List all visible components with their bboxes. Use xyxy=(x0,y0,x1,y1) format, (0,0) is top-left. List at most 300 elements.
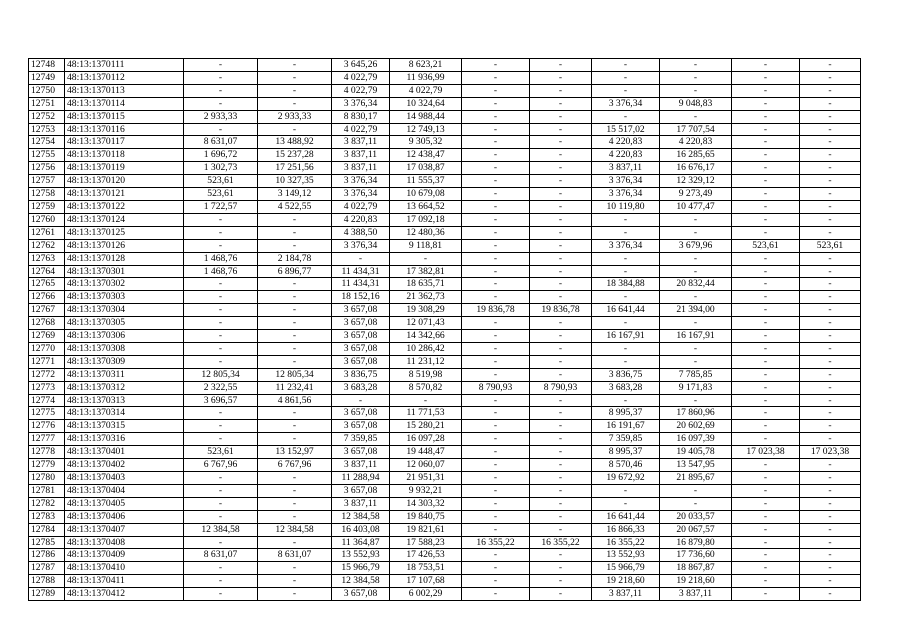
table-row xyxy=(29,188,861,201)
value-cell: - xyxy=(530,200,592,213)
value-cell: - xyxy=(800,265,861,278)
value-cell: 9 273,49 xyxy=(660,188,732,201)
value-cell: - xyxy=(530,59,592,72)
value-cell: 13 547,95 xyxy=(660,459,732,472)
value-cell: 10 119,80 xyxy=(592,200,660,213)
value-cell: - xyxy=(530,459,592,472)
value-cell: 3 376,34 xyxy=(592,239,660,252)
value-cell: - xyxy=(184,239,258,252)
value-cell: - xyxy=(800,407,861,420)
value-cell: 3 657,08 xyxy=(332,330,390,343)
row-number-cell: 12757 xyxy=(29,175,65,188)
value-cell: 3 657,08 xyxy=(332,355,390,368)
row-number-cell: 12775 xyxy=(29,407,65,420)
value-cell: - xyxy=(800,84,861,97)
value-cell: 16 167,91 xyxy=(592,330,660,343)
value-cell: - xyxy=(530,175,592,188)
value-cell: 3 837,11 xyxy=(332,162,390,175)
table-row xyxy=(29,278,861,291)
value-cell: 3 657,08 xyxy=(332,484,390,497)
value-cell: - xyxy=(530,162,592,175)
value-cell: 14 342,66 xyxy=(390,330,462,343)
value-cell: 4 220,83 xyxy=(592,136,660,149)
cadastral-number-cell: 48:13:1370411 xyxy=(65,575,184,588)
value-cell: - xyxy=(732,355,800,368)
value-cell: 15 966,79 xyxy=(592,562,660,575)
value-cell: 8 631,07 xyxy=(184,549,258,562)
cadastral-number-cell: 48:13:1370118 xyxy=(65,149,184,162)
row-number-cell: 12783 xyxy=(29,510,65,523)
row-number-cell: 12772 xyxy=(29,368,65,381)
value-cell: - xyxy=(592,213,660,226)
table-row xyxy=(29,472,861,485)
row-number-cell: 12749 xyxy=(29,71,65,84)
value-cell: - xyxy=(462,575,530,588)
value-cell: - xyxy=(592,497,660,510)
value-cell: - xyxy=(732,317,800,330)
value-cell: 8 790,93 xyxy=(530,381,592,394)
value-cell: 3 679,96 xyxy=(660,239,732,252)
table-row xyxy=(29,71,861,84)
value-cell: - xyxy=(462,446,530,459)
value-cell: - xyxy=(800,149,861,162)
value-cell: - xyxy=(530,472,592,485)
value-cell: - xyxy=(258,213,332,226)
value-cell: 3 837,11 xyxy=(660,588,732,601)
cadastral-number-cell: 48:13:1370112 xyxy=(65,71,184,84)
value-cell: 16 879,80 xyxy=(660,536,732,549)
value-cell: - xyxy=(462,84,530,97)
value-cell: - xyxy=(800,252,861,265)
value-cell: - xyxy=(530,188,592,201)
value-cell: 12 438,47 xyxy=(390,149,462,162)
row-number-cell: 12787 xyxy=(29,562,65,575)
value-cell: - xyxy=(184,317,258,330)
value-cell: - xyxy=(592,252,660,265)
value-cell: - xyxy=(530,136,592,149)
table-row xyxy=(29,330,861,343)
value-cell: 12 060,07 xyxy=(390,459,462,472)
value-cell: - xyxy=(592,110,660,123)
value-cell: 3 837,11 xyxy=(592,162,660,175)
value-cell: - xyxy=(184,497,258,510)
value-cell: - xyxy=(184,355,258,368)
value-cell: 11 936,99 xyxy=(390,71,462,84)
table-row xyxy=(29,394,861,407)
value-cell: 1 696,72 xyxy=(184,149,258,162)
value-cell: - xyxy=(462,497,530,510)
value-cell: 3 657,08 xyxy=(332,342,390,355)
value-cell: - xyxy=(800,71,861,84)
value-cell: 16 097,28 xyxy=(390,433,462,446)
value-cell: - xyxy=(732,162,800,175)
value-cell: - xyxy=(462,97,530,110)
value-cell: - xyxy=(258,317,332,330)
value-cell: 11 555,37 xyxy=(390,175,462,188)
table-row xyxy=(29,497,861,510)
value-cell: - xyxy=(732,265,800,278)
value-cell: - xyxy=(530,562,592,575)
value-cell: 4 522,55 xyxy=(258,200,332,213)
value-cell: 19 821,61 xyxy=(390,523,462,536)
value-cell: 17 707,54 xyxy=(660,123,732,136)
table-row xyxy=(29,200,861,213)
row-number-cell: 12780 xyxy=(29,472,65,485)
value-cell: - xyxy=(732,484,800,497)
data-table xyxy=(28,58,861,601)
value-cell: - xyxy=(732,342,800,355)
value-cell: - xyxy=(258,497,332,510)
row-number-cell: 12751 xyxy=(29,97,65,110)
value-cell: - xyxy=(258,472,332,485)
value-cell: 14 988,44 xyxy=(390,110,462,123)
value-cell: - xyxy=(462,110,530,123)
value-cell: - xyxy=(184,330,258,343)
cadastral-number-cell: 48:13:1370115 xyxy=(65,110,184,123)
value-cell: - xyxy=(462,562,530,575)
value-cell: - xyxy=(462,420,530,433)
cadastral-number-cell: 48:13:1370304 xyxy=(65,304,184,317)
value-cell: - xyxy=(800,484,861,497)
value-cell: - xyxy=(800,59,861,72)
value-cell: - xyxy=(258,355,332,368)
value-cell: 4 022,79 xyxy=(332,71,390,84)
value-cell: - xyxy=(530,420,592,433)
value-cell: - xyxy=(732,588,800,601)
value-cell: - xyxy=(462,317,530,330)
value-cell: - xyxy=(258,97,332,110)
value-cell: 3 657,08 xyxy=(332,420,390,433)
value-cell: 3 683,28 xyxy=(592,381,660,394)
row-number-cell: 12770 xyxy=(29,342,65,355)
value-cell: - xyxy=(184,213,258,226)
value-cell: - xyxy=(462,355,530,368)
table-row xyxy=(29,523,861,536)
row-number-cell: 12789 xyxy=(29,588,65,601)
value-cell: - xyxy=(592,265,660,278)
value-cell: 14 303,32 xyxy=(390,497,462,510)
value-cell: 11 288,94 xyxy=(332,472,390,485)
value-cell: 17 023,38 xyxy=(732,446,800,459)
cadastral-number-cell: 48:13:1370120 xyxy=(65,175,184,188)
value-cell: 2 933,33 xyxy=(258,110,332,123)
value-cell: - xyxy=(800,549,861,562)
cadastral-number-cell: 48:13:1370402 xyxy=(65,459,184,472)
value-cell: - xyxy=(732,200,800,213)
cadastral-number-cell: 48:13:1370117 xyxy=(65,136,184,149)
value-cell: - xyxy=(592,355,660,368)
value-cell: 7 359,85 xyxy=(332,433,390,446)
value-cell: - xyxy=(592,59,660,72)
value-cell: 20 067,57 xyxy=(660,523,732,536)
value-cell: - xyxy=(530,497,592,510)
value-cell: - xyxy=(592,226,660,239)
value-cell: 8 623,21 xyxy=(390,59,462,72)
cadastral-number-cell: 48:13:1370316 xyxy=(65,433,184,446)
value-cell: - xyxy=(462,394,530,407)
value-cell: 4 022,79 xyxy=(390,84,462,97)
table-row xyxy=(29,342,861,355)
value-cell: - xyxy=(732,330,800,343)
value-cell: - xyxy=(732,175,800,188)
table-row xyxy=(29,549,861,562)
cadastral-number-cell: 48:13:1370403 xyxy=(65,472,184,485)
value-cell: - xyxy=(530,84,592,97)
value-cell: 3 645,26 xyxy=(332,59,390,72)
table-row xyxy=(29,536,861,549)
value-cell: 12 384,58 xyxy=(332,510,390,523)
value-cell: - xyxy=(800,368,861,381)
value-cell: 12 480,36 xyxy=(390,226,462,239)
value-cell: 3 836,75 xyxy=(332,368,390,381)
row-number-cell: 12756 xyxy=(29,162,65,175)
value-cell: - xyxy=(800,459,861,472)
value-cell: - xyxy=(462,472,530,485)
table-row xyxy=(29,355,861,368)
cadastral-number-cell: 48:13:1370401 xyxy=(65,446,184,459)
value-cell: 19 836,78 xyxy=(530,304,592,317)
value-cell: - xyxy=(800,136,861,149)
value-cell: - xyxy=(530,355,592,368)
value-cell: - xyxy=(258,84,332,97)
value-cell: - xyxy=(660,342,732,355)
value-cell: 15 280,21 xyxy=(390,420,462,433)
value-cell: - xyxy=(530,97,592,110)
cadastral-number-cell: 48:13:1370311 xyxy=(65,368,184,381)
cadastral-number-cell: 48:13:1370309 xyxy=(65,355,184,368)
value-cell: - xyxy=(258,342,332,355)
value-cell: - xyxy=(800,575,861,588)
table-row xyxy=(29,317,861,330)
table-row xyxy=(29,420,861,433)
table-row xyxy=(29,484,861,497)
value-cell: 15 237,28 xyxy=(258,149,332,162)
value-cell: 10 477,47 xyxy=(660,200,732,213)
value-cell: 16 403,08 xyxy=(332,523,390,536)
row-number-cell: 12762 xyxy=(29,239,65,252)
value-cell: - xyxy=(732,123,800,136)
table-row xyxy=(29,136,861,149)
value-cell: - xyxy=(592,484,660,497)
value-cell: - xyxy=(258,278,332,291)
value-cell: 12 384,58 xyxy=(258,523,332,536)
value-cell: 3 657,08 xyxy=(332,317,390,330)
value-cell: - xyxy=(660,291,732,304)
value-cell: - xyxy=(732,420,800,433)
table-row xyxy=(29,291,861,304)
value-cell: 3 376,34 xyxy=(592,188,660,201)
value-cell: 2 322,55 xyxy=(184,381,258,394)
value-cell: - xyxy=(184,575,258,588)
value-cell: - xyxy=(530,575,592,588)
value-cell: - xyxy=(184,342,258,355)
value-cell: 19 405,78 xyxy=(660,446,732,459)
value-cell: 10 327,35 xyxy=(258,175,332,188)
value-cell: 8 995,37 xyxy=(592,446,660,459)
row-number-cell: 12764 xyxy=(29,265,65,278)
value-cell: - xyxy=(732,252,800,265)
value-cell: - xyxy=(184,433,258,446)
table-row xyxy=(29,252,861,265)
row-number-cell: 12754 xyxy=(29,136,65,149)
value-cell: - xyxy=(258,226,332,239)
table-row xyxy=(29,459,861,472)
value-cell: 523,61 xyxy=(184,188,258,201)
value-cell: 4 022,79 xyxy=(332,84,390,97)
table-row xyxy=(29,510,861,523)
value-cell: 13 552,93 xyxy=(592,549,660,562)
value-cell: 12 384,58 xyxy=(332,575,390,588)
value-cell: - xyxy=(732,291,800,304)
row-number-cell: 12761 xyxy=(29,226,65,239)
row-number-cell: 12760 xyxy=(29,213,65,226)
value-cell: - xyxy=(732,575,800,588)
value-cell: 21 362,73 xyxy=(390,291,462,304)
value-cell: - xyxy=(184,588,258,601)
value-cell: 16 676,17 xyxy=(660,162,732,175)
value-cell: - xyxy=(800,394,861,407)
value-cell: - xyxy=(530,252,592,265)
value-cell: - xyxy=(732,110,800,123)
value-cell: - xyxy=(800,381,861,394)
value-cell: 16 097,39 xyxy=(660,433,732,446)
value-cell: - xyxy=(732,71,800,84)
value-cell: 8 631,07 xyxy=(184,136,258,149)
table-row xyxy=(29,304,861,317)
value-cell: 19 218,60 xyxy=(592,575,660,588)
value-cell: - xyxy=(800,472,861,485)
value-cell: - xyxy=(462,265,530,278)
table-row xyxy=(29,162,861,175)
value-cell: 16 191,67 xyxy=(592,420,660,433)
value-cell: - xyxy=(800,330,861,343)
value-cell: - xyxy=(462,162,530,175)
value-cell: 1 722,57 xyxy=(184,200,258,213)
value-cell: - xyxy=(530,317,592,330)
value-cell: - xyxy=(184,304,258,317)
value-cell: - xyxy=(462,213,530,226)
value-cell: - xyxy=(184,562,258,575)
value-cell: - xyxy=(530,523,592,536)
value-cell: 12 805,34 xyxy=(258,368,332,381)
value-cell: - xyxy=(184,484,258,497)
value-cell: 1 302,73 xyxy=(184,162,258,175)
row-number-cell: 12773 xyxy=(29,381,65,394)
value-cell: - xyxy=(732,459,800,472)
value-cell: 6 767,96 xyxy=(184,459,258,472)
cadastral-number-cell: 48:13:1370410 xyxy=(65,562,184,575)
value-cell: - xyxy=(184,420,258,433)
table-row xyxy=(29,110,861,123)
value-cell: - xyxy=(530,394,592,407)
cadastral-number-cell: 48:13:1370125 xyxy=(65,226,184,239)
value-cell: - xyxy=(592,394,660,407)
row-number-cell: 12777 xyxy=(29,433,65,446)
value-cell: - xyxy=(592,291,660,304)
value-cell: - xyxy=(184,84,258,97)
value-cell: - xyxy=(592,317,660,330)
value-cell: - xyxy=(660,265,732,278)
value-cell: - xyxy=(184,472,258,485)
value-cell: - xyxy=(462,59,530,72)
value-cell: - xyxy=(462,510,530,523)
value-cell: - xyxy=(732,226,800,239)
value-cell: 1 468,76 xyxy=(184,252,258,265)
value-cell: - xyxy=(462,226,530,239)
cadastral-number-cell: 48:13:1370412 xyxy=(65,588,184,601)
value-cell: 4 861,56 xyxy=(258,394,332,407)
value-cell: 12 805,34 xyxy=(184,368,258,381)
table-row xyxy=(29,407,861,420)
value-cell: - xyxy=(732,188,800,201)
value-cell: 21 951,31 xyxy=(390,472,462,485)
value-cell: - xyxy=(800,523,861,536)
cadastral-number-cell: 48:13:1370116 xyxy=(65,123,184,136)
value-cell: - xyxy=(258,420,332,433)
value-cell: - xyxy=(732,136,800,149)
table-row xyxy=(29,59,861,72)
value-cell: 9 048,83 xyxy=(660,97,732,110)
value-cell: - xyxy=(732,149,800,162)
value-cell: - xyxy=(800,304,861,317)
value-cell: 17 023,38 xyxy=(800,446,861,459)
row-number-cell: 12750 xyxy=(29,84,65,97)
cadastral-number-cell: 48:13:1370124 xyxy=(65,213,184,226)
value-cell: - xyxy=(258,239,332,252)
cadastral-number-cell: 48:13:1370406 xyxy=(65,510,184,523)
table-row xyxy=(29,175,861,188)
value-cell: - xyxy=(732,497,800,510)
value-cell: - xyxy=(732,381,800,394)
value-cell: - xyxy=(530,291,592,304)
value-cell: - xyxy=(258,562,332,575)
value-cell: - xyxy=(660,317,732,330)
value-cell: - xyxy=(732,549,800,562)
value-cell: - xyxy=(660,213,732,226)
value-cell: - xyxy=(258,71,332,84)
value-cell: 6 767,96 xyxy=(258,459,332,472)
value-cell: 2 933,33 xyxy=(184,110,258,123)
row-number-cell: 12778 xyxy=(29,446,65,459)
table-row xyxy=(29,97,861,110)
value-cell: 3 836,75 xyxy=(592,368,660,381)
row-number-cell: 12768 xyxy=(29,317,65,330)
value-cell: 4 220,83 xyxy=(660,136,732,149)
row-number-cell: 12782 xyxy=(29,497,65,510)
value-cell: - xyxy=(530,149,592,162)
value-cell: 3 376,34 xyxy=(332,188,390,201)
value-cell: 17 588,23 xyxy=(390,536,462,549)
value-cell: - xyxy=(530,330,592,343)
value-cell: 8 995,37 xyxy=(592,407,660,420)
value-cell: - xyxy=(530,213,592,226)
value-cell: 10 679,08 xyxy=(390,188,462,201)
value-cell: 11 434,31 xyxy=(332,278,390,291)
value-cell: 4 388,50 xyxy=(332,226,390,239)
value-cell: - xyxy=(800,317,861,330)
value-cell: 3 657,08 xyxy=(332,407,390,420)
row-number-cell: 12781 xyxy=(29,484,65,497)
value-cell: 17 107,68 xyxy=(390,575,462,588)
value-cell: - xyxy=(800,355,861,368)
value-cell: 8 570,82 xyxy=(390,381,462,394)
value-cell: - xyxy=(184,59,258,72)
value-cell: 20 832,44 xyxy=(660,278,732,291)
value-cell: - xyxy=(592,84,660,97)
cadastral-number-cell: 48:13:1370315 xyxy=(65,420,184,433)
value-cell: 11 232,41 xyxy=(258,381,332,394)
table-row xyxy=(29,368,861,381)
